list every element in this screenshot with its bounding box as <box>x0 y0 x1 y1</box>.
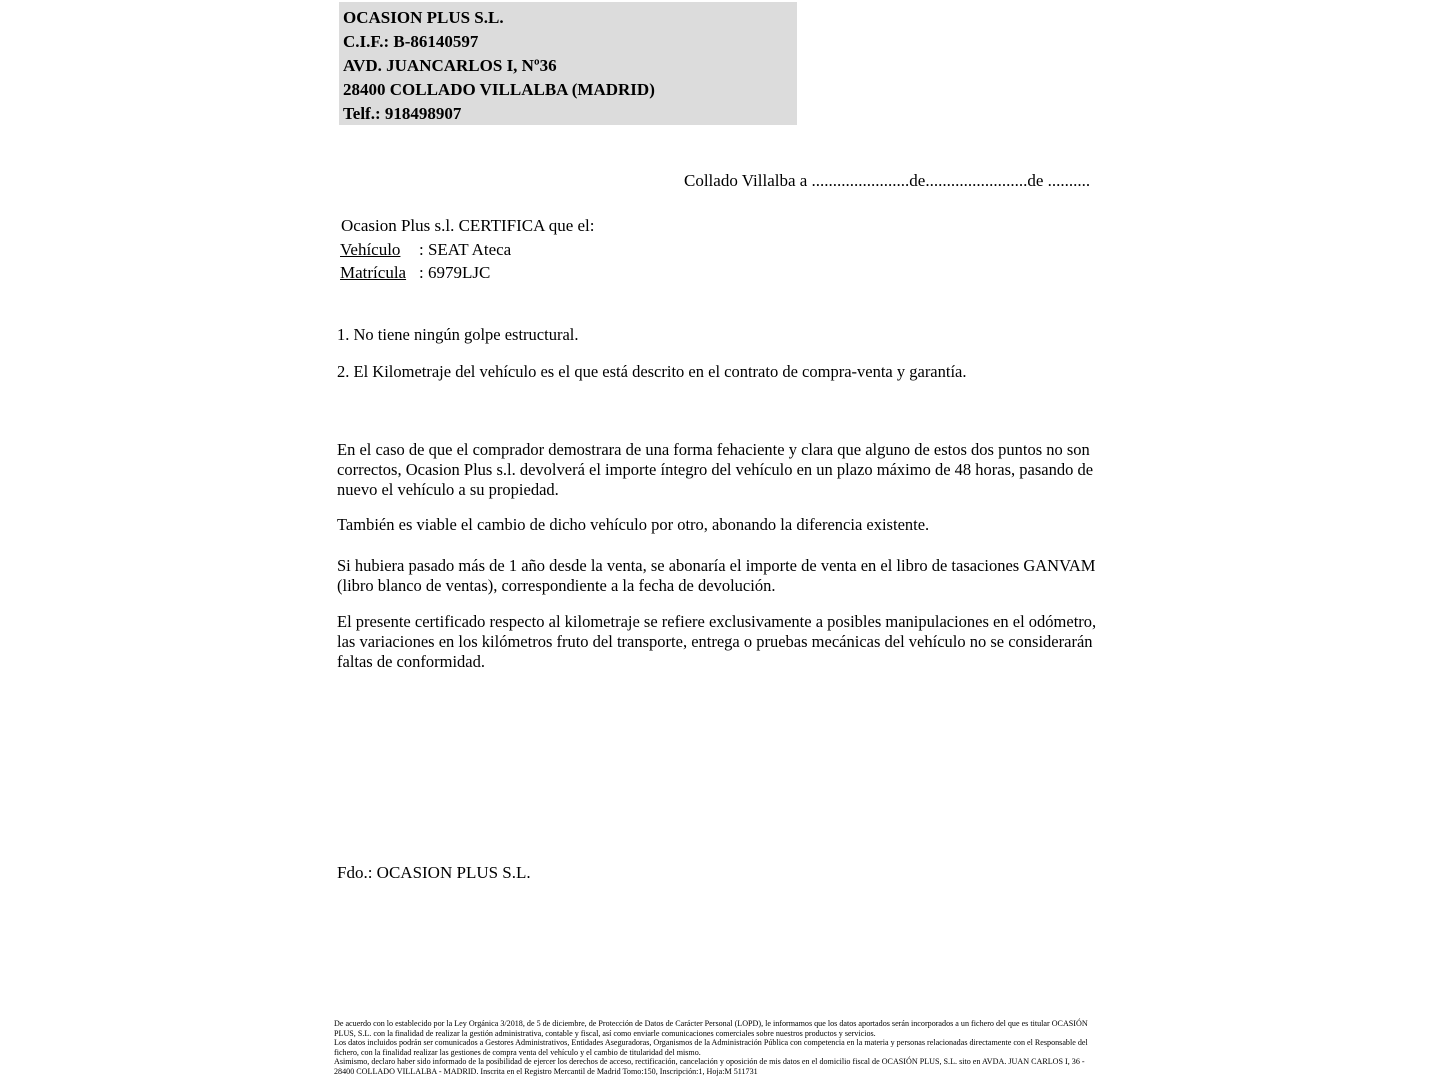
date-line: Collado Villalba a .......................de........................de .......... <box>684 171 1091 190</box>
legal-footer-paragraph-rights: Asimismo, declaro haber sido informado de la posibilidad de ejercer los derechos de acceso, rectificación, cancelación y oposición de mis datos en el domicilio fiscal de OCASIÓN PLUS, S.L. sito en AVDA. JUAN CARLOS I, 36 - 28400 COLLADO VILLALBA - MADRID. Inscrita en el Registro Mercantil de Madrid Tomo:150, Inscripción:1, Hoja:M 511731 <box>334 1057 1085 1076</box>
vehicle-label: Vehículo <box>340 240 401 259</box>
paragraph-exchange-option: También es viable el cambio de dicho vehículo por otro, abonando la diferencia existente. <box>337 515 930 534</box>
company-address: AVD. JUANCARLOS I, Nº36 <box>343 56 557 75</box>
legal-footer-paragraph-lopd: De acuerdo con lo establecido por la Ley Orgánica 3/2018, de 5 de diciembre, de Protección de Datos de Carácter Personal (LOPD), le informamos que los datos aportados serán incorporados a un fichero del que es titular OCASIÓN PLUS, S.L. con la finalidad de realizar la gestión administrativa, contable y fiscal, así como enviarle comunicaciones comerciales sobre nuestros productos y servicios. <box>334 1019 1088 1038</box>
certified-point-2: 2. El Kilometraje del vehículo es el que está descrito en el contrato de compra-venta y garantía. <box>337 362 967 381</box>
company-letterhead <box>339 2 797 125</box>
company-name: OCASION PLUS S.L. <box>343 8 504 27</box>
paragraph-refund-terms: En el caso de que el comprador demostrara de una forma fehaciente y clara que alguno de estos dos puntos no son correctos, Ocasion Plus s.l. devolverá el importe íntegro del vehículo en un plazo máximo de 48 horas, pasando de nuevo el vehículo a su propiedad. <box>337 440 1094 499</box>
paragraph-after-one-year: Si hubiera pasado más de 1 año desde la venta, se abonaría el importe de venta en el libro de tasaciones GANVAM (libro blanco de ventas), correspondiente a la fecha de devolución. <box>337 556 1096 595</box>
plate-value: : 6979LJC <box>419 263 491 282</box>
paragraph-odometer-disclaimer: El presente certificado respecto al kilometraje se refiere exclusivamente a posibles manipulaciones en el odómetro, las variaciones en los kilómetros fruto del transporte, entrega o pruebas mecánicas del vehículo no se considerarán faltas de conformidad. <box>337 612 1097 671</box>
plate-row <box>340 263 490 283</box>
company-phone: Telf.: 918498907 <box>343 104 462 123</box>
company-city: 28400 COLLADO VILLALBA (MADRID) <box>343 80 655 99</box>
certify-intro: Ocasion Plus s.l. CERTIFICA que el: <box>341 216 595 235</box>
vehicle-value: : SEAT Ateca <box>419 240 512 259</box>
signature-line: Fdo.: OCASION PLUS S.L. <box>337 863 531 882</box>
legal-footer-paragraph-data-sharing: Los datos incluidos podrán ser comunicados a Gestores Administrativos, Entidades Aseguradoras, Organismos de la Administración Pública con competencia en la materia y personas relacionadas directamente con el Responsable del fichero, con la finalidad realizar las gestiones de compra venta del vehículo y el cambio de titularidad del mismo. <box>334 1038 1088 1057</box>
vehicle-row <box>340 240 511 260</box>
company-cif: C.I.F.: B-86140597 <box>343 32 479 51</box>
legal-footer <box>334 1019 1098 1077</box>
plate-label: Matrícula <box>340 263 407 282</box>
certified-point-1: 1. No tiene ningún golpe estructural. <box>337 325 579 344</box>
